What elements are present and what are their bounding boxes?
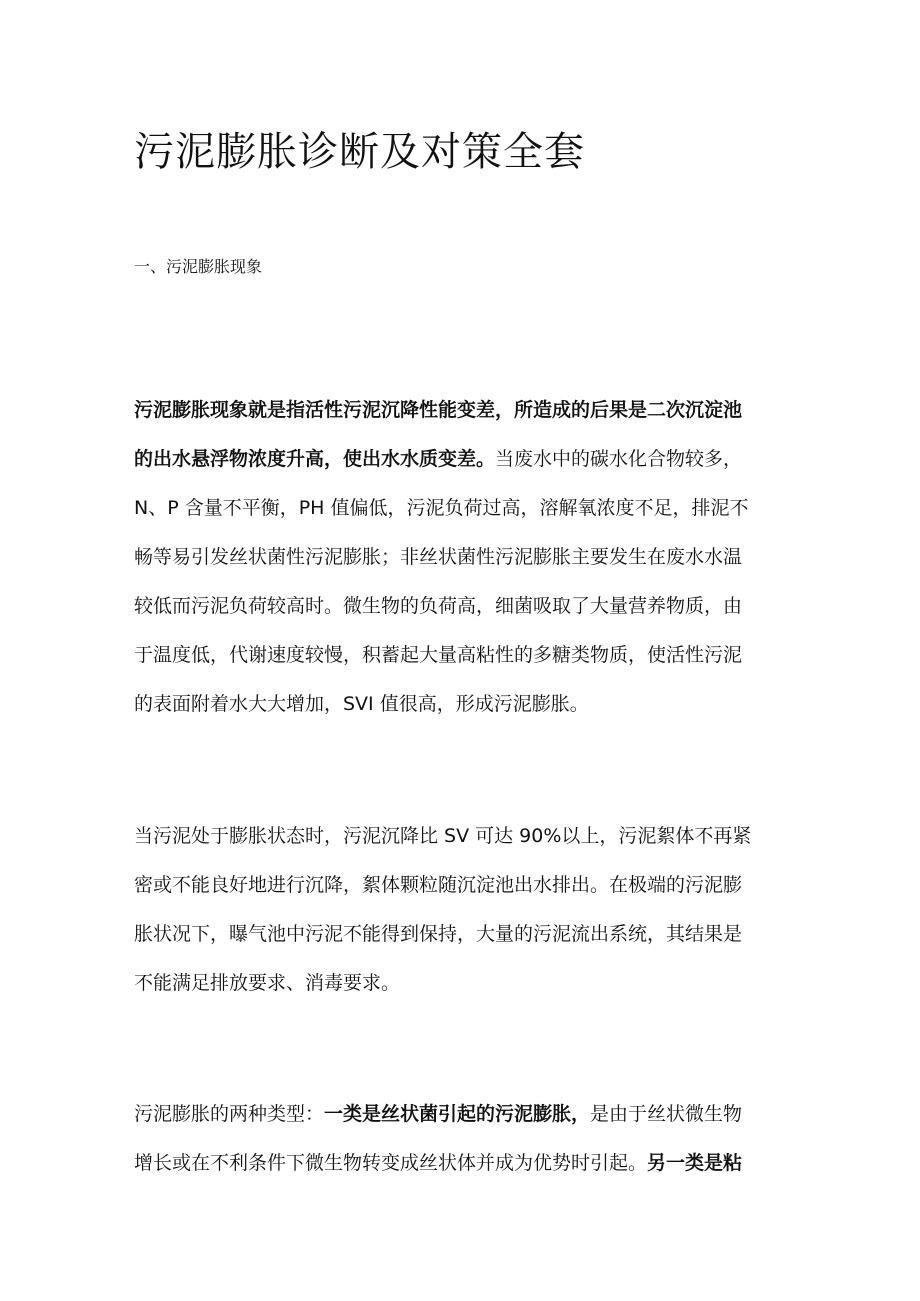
text-span: 增长或在不利条件下微生物转变成丝状体并成为优势时引起。 — [134, 1152, 648, 1174]
text-line — [134, 861, 794, 910]
text-span: 的表面附着水大大增加，SVI 值很高，形成污泥膨胀。 — [134, 693, 589, 715]
text-span: 当污泥处于膨胀状态时，污泥沉降比 SV 可达 90%以上，污泥絮体不再紧 — [134, 825, 752, 847]
text-span: 当废水中的碳水化合物较多， — [495, 448, 743, 470]
bold-text-span: 污泥膨胀现象就是指活性污泥沉降性能变差，所造成的后果是二次沉淀池 — [134, 399, 743, 421]
text-span: 污泥膨胀的两种类型： — [134, 1103, 325, 1125]
text-span: 较低而污泥负荷较高时。微生物的负荷高，细菌吸取了大量营养物质，由 — [134, 595, 743, 617]
paragraph-bulking-state — [134, 812, 794, 1008]
document-title: 污泥膨胀诊断及对策全套 — [134, 129, 585, 175]
section-heading: 一、污泥膨胀现象 — [134, 257, 263, 276]
text-span: 密或不能良好地进行沉降，絮体颗粒随沉淀池出水排出。在极端的污泥膨 — [134, 874, 743, 896]
text-line — [134, 484, 794, 533]
text-line — [134, 631, 794, 680]
paragraph-bulking-types — [134, 1090, 794, 1188]
text-span: N、P 含量不平衡，PH 值偏低，污泥负荷过高，溶解氧浓度不足，排泥不 — [134, 497, 749, 519]
text-line — [134, 386, 794, 435]
text-line — [134, 959, 794, 1008]
text-line — [134, 812, 794, 861]
text-span: 畅等易引发丝状菌性污泥膨胀；非丝状菌性污泥膨胀主要发生在废水水温 — [134, 546, 743, 568]
text-span: 胀状况下，曝气池中污泥不能得到保持，大量的污泥流出系统，其结果是 — [134, 923, 743, 945]
text-span: 是由于丝状微生物 — [590, 1103, 743, 1125]
text-line — [134, 1139, 794, 1188]
text-line — [134, 533, 794, 582]
text-span: 于温度低，代谢速度较慢，积蓄起大量高粘性的多糖类物质，使活性污泥 — [134, 644, 743, 666]
bold-text-span: 一类是丝状菌引起的污泥膨胀， — [324, 1103, 591, 1125]
text-line — [134, 435, 794, 484]
text-line — [134, 680, 794, 729]
text-line — [134, 582, 794, 631]
bold-text-span: 另一类是粘 — [647, 1152, 743, 1174]
text-span: 不能满足排放要求、消毒要求。 — [134, 972, 401, 994]
paragraph-sludge-bulking-definition — [134, 386, 794, 729]
text-line — [134, 910, 794, 959]
bold-text-span: 的出水悬浮物浓度升高，使出水水质变差。 — [134, 448, 496, 470]
text-line — [134, 1090, 794, 1139]
